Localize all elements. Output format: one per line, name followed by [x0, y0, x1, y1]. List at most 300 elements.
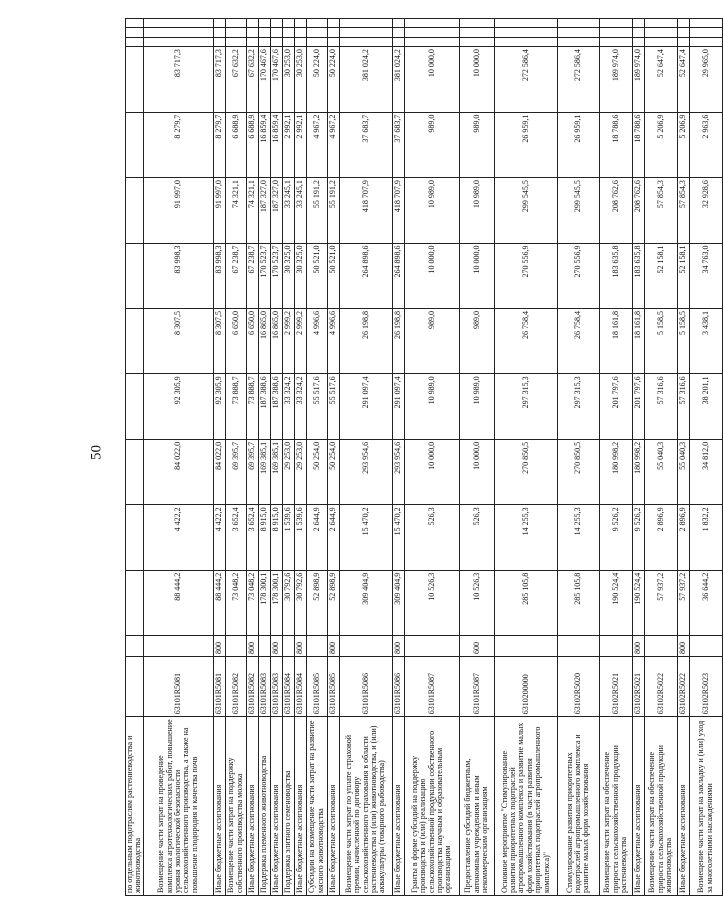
cell-value: 3 438,1 [689, 308, 722, 373]
cell-value: 4 422,2 [213, 505, 225, 570]
cell-value: 272 586,4 [494, 47, 557, 112]
cell-value: 10 526,3 [404, 570, 459, 635]
cell-value [632, 28, 644, 37]
cell-value [339, 28, 392, 37]
cell-value: 1 539,6 [294, 505, 306, 570]
cell-value: 16 859,4 [270, 112, 282, 177]
cell-value: 57 937,2 [677, 570, 689, 635]
cell-value [599, 37, 632, 46]
cell-value [246, 37, 258, 46]
cell-value [294, 37, 306, 46]
cell-value [689, 19, 722, 28]
cell-code: 63101R5087 [459, 657, 494, 717]
table-row [459, 19, 494, 896]
cell-value [459, 37, 494, 46]
cell-value: 26 198,8 [339, 308, 392, 373]
cell-value: 16 859,4 [258, 112, 270, 177]
cell-value [392, 19, 404, 28]
cell-value: 57 854,3 [644, 178, 677, 243]
page-number: 50 [88, 445, 105, 460]
cell-vr [282, 636, 294, 657]
cell-value [126, 505, 144, 570]
cell-value: 18 788,6 [632, 112, 644, 177]
cell-value: 30 325,0 [294, 243, 306, 308]
cell-code: 63102R5022 [644, 657, 677, 717]
cell-label: по отдельным подотраслям растениеводства и животноводства [126, 717, 144, 896]
cell-value: 291 097,4 [392, 374, 404, 439]
cell-value: 30 253,0 [294, 47, 306, 112]
cell-value: 91 997,0 [143, 178, 213, 243]
cell-value [327, 19, 339, 28]
cell-vr [126, 636, 144, 657]
cell-value [632, 19, 644, 28]
cell-value: 30 253,0 [282, 47, 294, 112]
cell-vr [306, 636, 327, 657]
cell-value [126, 178, 144, 243]
cell-value [126, 112, 144, 177]
cell-value [270, 19, 282, 28]
cell-value: 989,0 [404, 112, 459, 177]
table-row [644, 19, 677, 896]
cell-code: 63101R5085 [306, 657, 327, 717]
cell-value: 183 635,8 [632, 243, 644, 308]
cell-value [494, 28, 557, 37]
table-row [327, 19, 339, 896]
cell-label: Возмещение части затрат на обеспечение прироста сельскохозяйственной продукции растениеводства [599, 717, 632, 896]
cell-value: 26 758,4 [494, 308, 557, 373]
cell-value: 67 238,7 [246, 243, 258, 308]
cell-value [225, 28, 246, 37]
cell-value: 67 238,7 [225, 243, 246, 308]
cell-vr [599, 636, 632, 657]
cell-value [677, 37, 689, 46]
cell-value: 178 300,1 [270, 570, 282, 635]
cell-value: 88 444,2 [213, 570, 225, 635]
cell-value: 285 105,8 [557, 570, 599, 635]
cell-value: 183 635,8 [599, 243, 632, 308]
cell-value [213, 19, 225, 28]
cell-label: Иные бюджетные ассигнования [270, 717, 282, 896]
cell-value: 55 191,2 [327, 178, 339, 243]
cell-value: 8 307,5 [213, 308, 225, 373]
cell-label: Гранты в форме субсидий на поддержку производства и (или) реализацию сельскохозяйственной продукции собственного производства научным и образовательным организациям [404, 717, 459, 896]
table-row [282, 19, 294, 896]
cell-label: Возмещение части затрат по уплате страховой премии, начисленной по договору сельскохозяйственного страхования в области растениеводства и (или) животноводства, и (или) аквакультуры (товарного рыбоводства) [339, 717, 392, 896]
cell-code: 63102R5023 [689, 657, 722, 717]
cell-value: 83 998,3 [143, 243, 213, 308]
cell-value: 73 888,7 [246, 374, 258, 439]
cell-value: 84 022,0 [143, 439, 213, 504]
cell-value [246, 19, 258, 28]
cell-value [126, 308, 144, 373]
cell-value: 14 255,3 [494, 505, 557, 570]
cell-value: 201 797,6 [599, 374, 632, 439]
cell-value: 26 758,4 [557, 308, 599, 373]
cell-value [339, 19, 392, 28]
table-row [557, 19, 599, 896]
cell-value: 293 954,6 [392, 439, 404, 504]
cell-value: 9 526,2 [599, 505, 632, 570]
cell-value: 37 683,7 [392, 112, 404, 177]
cell-value: 52 158,1 [677, 243, 689, 308]
cell-value [644, 28, 677, 37]
cell-value: 190 524,4 [599, 570, 632, 635]
table-row [392, 19, 404, 896]
table-row [404, 19, 459, 896]
cell-value: 2 992,1 [282, 112, 294, 177]
cell-value: 74 321,1 [246, 178, 258, 243]
cell-value [126, 37, 144, 46]
cell-value: 57 937,2 [644, 570, 677, 635]
cell-value: 33 324,2 [282, 374, 294, 439]
cell-value: 52 647,4 [644, 47, 677, 112]
cell-value: 8 279,7 [213, 112, 225, 177]
cell-value: 73 048,2 [225, 570, 246, 635]
cell-value [225, 19, 246, 28]
cell-code: 63101R5086 [392, 657, 404, 717]
cell-value: 38 201,1 [689, 374, 722, 439]
cell-value: 180 998,2 [599, 439, 632, 504]
cell-value [644, 19, 677, 28]
table-row [339, 19, 392, 896]
table-row [294, 19, 306, 896]
cell-value [258, 37, 270, 46]
cell-value: 2 963,6 [689, 112, 722, 177]
table-row [689, 19, 722, 896]
cell-value: 187 388,6 [258, 374, 270, 439]
cell-label: Основное мероприятие "Стимулирование развития приоритетных подотраслей агропромышленного комплекса и развитие малых форм хозяйствования (в части развития приоритетных подотраслей агропромышленного комплекса)" [494, 717, 557, 896]
cell-value: 208 762,6 [599, 178, 632, 243]
cell-label: Поддержка элитного семеноводства [282, 717, 294, 896]
cell-value: 8 307,5 [143, 308, 213, 373]
cell-value: 26 198,8 [392, 308, 404, 373]
cell-value: 10 989,0 [404, 178, 459, 243]
cell-value: 83 998,3 [213, 243, 225, 308]
cell-value: 169 385,1 [270, 439, 282, 504]
cell-value: 10 000,0 [459, 243, 494, 308]
cell-code: 63101R5086 [339, 657, 392, 717]
cell-value: 29 253,0 [294, 439, 306, 504]
cell-value: 30 792,6 [294, 570, 306, 635]
cell-value [143, 19, 213, 28]
cell-value: 272 586,4 [557, 47, 599, 112]
cell-vr [225, 636, 246, 657]
cell-value: 309 404,9 [339, 570, 392, 635]
cell-value: 67 632,2 [246, 47, 258, 112]
cell-value [270, 37, 282, 46]
cell-value: 4 996,6 [327, 308, 339, 373]
cell-value: 2 999,2 [282, 308, 294, 373]
cell-value: 4 422,2 [143, 505, 213, 570]
cell-value [306, 19, 327, 28]
cell-value: 52 647,4 [677, 47, 689, 112]
cell-value: 55 191,2 [306, 178, 327, 243]
cell-value: 50 224,0 [327, 47, 339, 112]
cell-value: 9 526,2 [632, 505, 644, 570]
cell-vr [557, 636, 599, 657]
cell-value [599, 19, 632, 28]
cell-value: 33 245,1 [294, 178, 306, 243]
cell-value: 208 762,6 [632, 178, 644, 243]
cell-label: Иные бюджетные ассигнования [327, 717, 339, 896]
cell-value [459, 28, 494, 37]
cell-value: 10 000,0 [404, 439, 459, 504]
cell-value: 187 327,0 [258, 178, 270, 243]
cell-value: 418 707,9 [339, 178, 392, 243]
cell-value: 10 000,0 [459, 47, 494, 112]
cell-value: 15 470,2 [339, 505, 392, 570]
cell-value: 50 224,0 [306, 47, 327, 112]
cell-value: 293 954,6 [339, 439, 392, 504]
cell-label: Иные бюджетные ассигнования [392, 717, 404, 896]
cell-value: 10 000,0 [459, 439, 494, 504]
table-row [143, 19, 213, 896]
cell-value: 2 896,9 [677, 505, 689, 570]
table-row [306, 19, 327, 896]
cell-value [246, 28, 258, 37]
cell-value: 3 652,4 [246, 505, 258, 570]
cell-code: 63102R5022 [677, 657, 689, 717]
cell-value [599, 28, 632, 37]
cell-value: 189 974,0 [599, 47, 632, 112]
cell-label: Возмещение части затрат на закладку и (или) уход за многолетними насаждениями [689, 717, 722, 896]
cell-value [294, 19, 306, 28]
cell-vr: 800 [392, 636, 404, 657]
cell-vr: 800 [632, 636, 644, 657]
cell-vr: 800 [327, 636, 339, 657]
table-row [258, 19, 270, 896]
cell-value [126, 439, 144, 504]
table-row [677, 19, 689, 896]
cell-value: 5 158,5 [677, 308, 689, 373]
cell-value [126, 570, 144, 635]
cell-value [632, 37, 644, 46]
cell-value: 309 404,9 [392, 570, 404, 635]
cell-value: 526,3 [404, 505, 459, 570]
cell-value [404, 37, 459, 46]
cell-value [270, 28, 282, 37]
cell-value [557, 37, 599, 46]
cell-vr [258, 636, 270, 657]
cell-value: 8 279,7 [143, 112, 213, 177]
cell-value: 170 467,6 [258, 47, 270, 112]
cell-value: 67 632,2 [225, 47, 246, 112]
cell-value: 55 040,3 [677, 439, 689, 504]
cell-value: 187 388,6 [270, 374, 282, 439]
cell-value: 52 898,9 [327, 570, 339, 635]
cell-value: 270 850,5 [494, 439, 557, 504]
budget-table [125, 18, 723, 896]
cell-value: 83 717,3 [213, 47, 225, 112]
cell-value: 291 097,4 [339, 374, 392, 439]
cell-value: 18 788,6 [599, 112, 632, 177]
cell-value: 299 545,5 [557, 178, 599, 243]
cell-value: 50 254,0 [327, 439, 339, 504]
cell-value [404, 19, 459, 28]
cell-value: 57 854,3 [677, 178, 689, 243]
cell-value: 34 763,0 [689, 243, 722, 308]
cell-code: 63101R5081 [213, 657, 225, 717]
cell-code: 63101R5084 [294, 657, 306, 717]
cell-value [677, 28, 689, 37]
cell-value [392, 37, 404, 46]
cell-code: 63101R5082 [246, 657, 258, 717]
cell-value: 88 444,2 [143, 570, 213, 635]
cell-value: 91 997,0 [213, 178, 225, 243]
cell-value [282, 19, 294, 28]
cell-code [126, 657, 144, 717]
cell-label: Возмещение части затрат на проведение комплекса агротехнологических работ, повышение уровня экологической безопасности сельскохозяйственного производства, а также на повышение плодородия и качества почв [143, 717, 213, 896]
cell-value [143, 28, 213, 37]
cell-value: 29 253,0 [282, 439, 294, 504]
cell-label: Поддержка племенного животноводства [258, 717, 270, 896]
cell-value: 270 556,9 [557, 243, 599, 308]
cell-value [282, 28, 294, 37]
cell-value [494, 37, 557, 46]
cell-code: 63101R5087 [404, 657, 459, 717]
cell-value: 264 898,6 [392, 243, 404, 308]
cell-value [126, 374, 144, 439]
cell-value [557, 19, 599, 28]
table-row [270, 19, 282, 896]
cell-code: 63101R5083 [258, 657, 270, 717]
cell-value: 50 254,0 [306, 439, 327, 504]
cell-value: 83 717,3 [143, 47, 213, 112]
cell-value: 10 000,0 [404, 243, 459, 308]
cell-value: 55 517,6 [327, 374, 339, 439]
cell-value: 37 683,7 [339, 112, 392, 177]
cell-value: 18 161,8 [632, 308, 644, 373]
rotated-table-wrapper [125, 18, 714, 896]
cell-value: 170 523,7 [258, 243, 270, 308]
cell-value: 169 385,1 [258, 439, 270, 504]
cell-value: 170 523,7 [270, 243, 282, 308]
cell-value: 10 989,0 [459, 178, 494, 243]
cell-value [258, 28, 270, 37]
cell-value: 189 974,0 [632, 47, 644, 112]
cell-vr [494, 636, 557, 657]
cell-value: 201 797,6 [632, 374, 644, 439]
cell-value: 190 524,4 [632, 570, 644, 635]
cell-value: 4 996,6 [306, 308, 327, 373]
cell-value: 5 206,9 [644, 112, 677, 177]
cell-value: 74 321,1 [225, 178, 246, 243]
cell-value: 15 470,2 [392, 505, 404, 570]
table-row [494, 19, 557, 896]
cell-value: 14 255,3 [557, 505, 599, 570]
cell-value: 2 644,9 [327, 505, 339, 570]
cell-value: 8 915,0 [270, 505, 282, 570]
cell-value [294, 28, 306, 37]
cell-label: Иные бюджетные ассигнования [677, 717, 689, 896]
cell-vr: 800 [677, 636, 689, 657]
cell-value: 6 650,0 [225, 308, 246, 373]
cell-value [644, 37, 677, 46]
cell-value: 92 305,9 [143, 374, 213, 439]
cell-value [282, 37, 294, 46]
cell-value [306, 37, 327, 46]
cell-value: 10 989,0 [459, 374, 494, 439]
cell-label: Иные бюджетные ассигнования [294, 717, 306, 896]
cell-value [494, 19, 557, 28]
cell-value: 55 040,3 [644, 439, 677, 504]
cell-value: 33 245,1 [282, 178, 294, 243]
cell-value [404, 28, 459, 37]
cell-value: 526,3 [459, 505, 494, 570]
cell-value: 264 898,6 [339, 243, 392, 308]
cell-value: 73 048,2 [246, 570, 258, 635]
cell-value [126, 19, 144, 28]
cell-value: 16 865,0 [270, 308, 282, 373]
cell-code: 6310200000 [494, 657, 557, 717]
cell-value: 33 324,2 [294, 374, 306, 439]
cell-value: 57 316,6 [644, 374, 677, 439]
cell-value [126, 243, 144, 308]
cell-code: 63102R5020 [557, 657, 599, 717]
cell-value: 29 965,0 [689, 47, 722, 112]
cell-value: 989,0 [459, 308, 494, 373]
cell-value [213, 28, 225, 37]
cell-value: 989,0 [404, 308, 459, 373]
table-row [599, 19, 632, 896]
cell-value [392, 28, 404, 37]
cell-value: 180 998,2 [632, 439, 644, 504]
cell-value: 6 688,9 [246, 112, 258, 177]
cell-vr: 800 [246, 636, 258, 657]
cell-value: 5 158,5 [644, 308, 677, 373]
cell-value: 2 896,9 [644, 505, 677, 570]
cell-value [143, 37, 213, 46]
cell-vr [644, 636, 677, 657]
table-row [213, 19, 225, 896]
cell-value: 26 959,1 [494, 112, 557, 177]
cell-value: 270 850,5 [557, 439, 599, 504]
cell-value: 10 989,0 [404, 374, 459, 439]
cell-value: 2 992,1 [294, 112, 306, 177]
cell-value: 36 644,2 [689, 570, 722, 635]
cell-code: 63102R5021 [632, 657, 644, 717]
table-body [126, 19, 723, 896]
cell-value: 84 022,0 [213, 439, 225, 504]
cell-value: 16 865,0 [258, 308, 270, 373]
cell-value: 26 959,1 [557, 112, 599, 177]
cell-code: 63102R5021 [599, 657, 632, 717]
cell-value: 989,0 [459, 112, 494, 177]
cell-value: 55 517,6 [306, 374, 327, 439]
cell-value: 381 024,2 [392, 47, 404, 112]
cell-code: 63101R5082 [225, 657, 246, 717]
cell-code: 63101R5081 [143, 657, 213, 717]
cell-vr [689, 636, 722, 657]
cell-value: 5 206,9 [677, 112, 689, 177]
cell-label: Возмещение части затрат на обеспечение прироста сельскохозяйственной продукции животноводства [644, 717, 677, 896]
cell-value: 381 024,2 [339, 47, 392, 112]
cell-value: 4 967,2 [327, 112, 339, 177]
cell-vr [404, 636, 459, 657]
cell-label: Возмещение части затрат на поддержку собственного производства молока [225, 717, 246, 896]
cell-value: 69 395,7 [246, 439, 258, 504]
cell-value [225, 37, 246, 46]
cell-value: 18 161,8 [599, 308, 632, 373]
cell-value: 4 967,2 [306, 112, 327, 177]
cell-value: 3 652,4 [225, 505, 246, 570]
cell-value: 92 305,9 [213, 374, 225, 439]
cell-code: 63101R5084 [282, 657, 294, 717]
cell-value: 187 327,0 [270, 178, 282, 243]
cell-value: 170 467,6 [270, 47, 282, 112]
cell-value: 30 792,6 [282, 570, 294, 635]
table-row [632, 19, 644, 896]
